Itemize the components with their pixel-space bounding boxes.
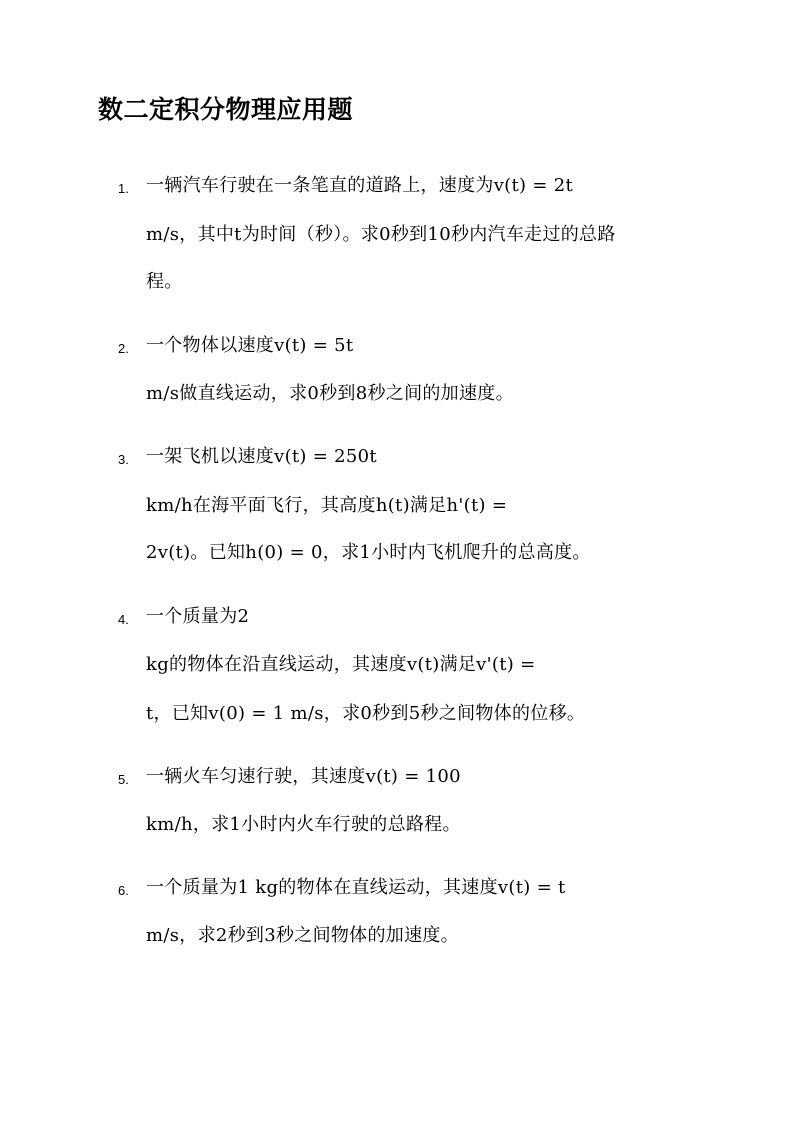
- question-text-line: t，已知v(0) = 1 m/s，求0秒到5秒之间物体的位移。: [146, 703, 586, 724]
- question-number: 5.: [118, 772, 129, 787]
- question-number: 2.: [118, 341, 129, 356]
- question-text-line: m/s，求2秒到3秒之间物体的加速度。: [146, 925, 459, 946]
- question-number: 1.: [118, 181, 129, 196]
- question-text-line: 程。: [146, 271, 183, 292]
- question-number: 6.: [118, 883, 129, 898]
- question-text-line: 2v(t)。已知h(0) = 0，求1小时内飞机爬升的总高度。: [146, 542, 591, 563]
- question-number: 4.: [118, 612, 129, 627]
- question-number: 3.: [118, 452, 129, 467]
- question-text-line: 一架飞机以速度v(t) = 250t: [146, 446, 377, 467]
- question-text-line: 一个质量为2: [146, 606, 250, 627]
- page-title: 数二定积分物理应用题: [98, 95, 354, 124]
- question-text-line: m/s，其中t为时间（秒）。求0秒到10秒内汽车走过的总路: [146, 224, 616, 245]
- question-text-line: 一个质量为1 kg的物体在直线运动，其速度v(t) = t: [146, 877, 566, 898]
- question-text-line: 一辆火车匀速行驶，其速度v(t) = 100: [146, 766, 461, 787]
- question-text-line: 一个物体以速度v(t) = 5t: [146, 335, 354, 356]
- question-text-line: 一辆汽车行驶在一条笔直的道路上，速度为v(t) = 2t: [146, 175, 574, 196]
- question-text-line: km/h，求1小时内火车行驶的总路程。: [146, 814, 461, 835]
- question-text-line: kg的物体在沿直线运动，其速度v(t)满足v'(t) =: [146, 654, 536, 675]
- question-text-line: km/h在海平面飞行，其高度h(t)满足h'(t) =: [146, 495, 508, 516]
- question-text-line: m/s做直线运动，求0秒到8秒之间的加速度。: [146, 383, 514, 404]
